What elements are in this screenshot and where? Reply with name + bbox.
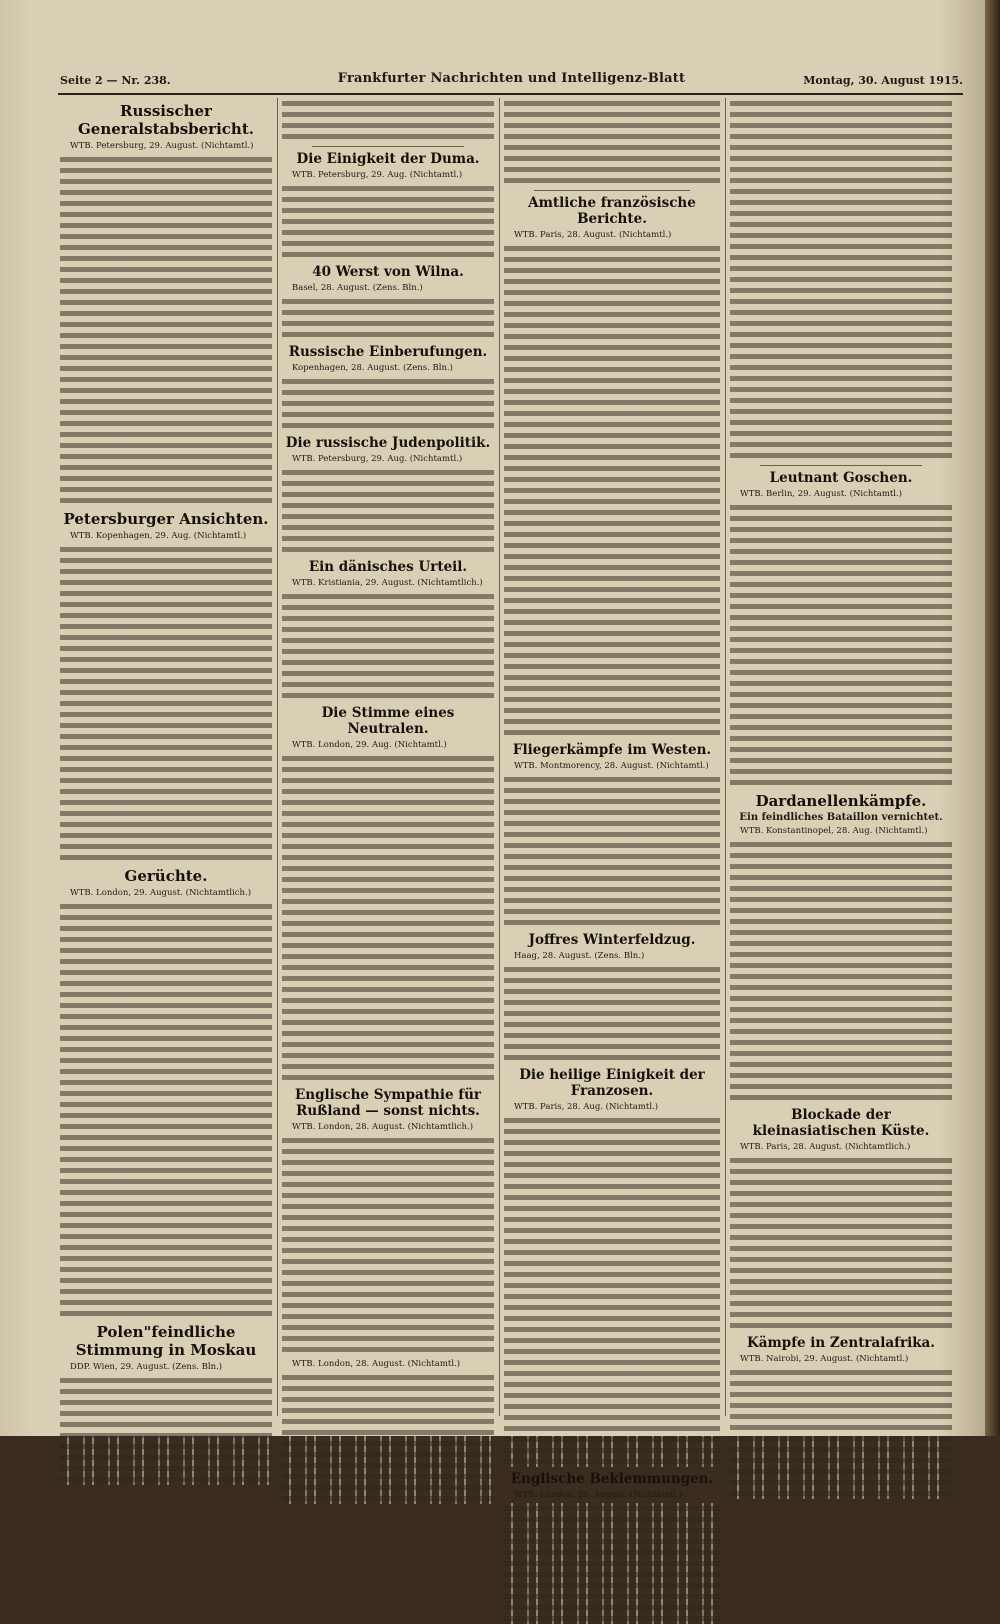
article-body xyxy=(504,964,720,1063)
article-dateline: Kopenhagen, 28. August. (Zens. Bln.) xyxy=(292,363,453,373)
article-body xyxy=(282,98,494,142)
article-title: Kämpfe in Zentralafrika. xyxy=(746,1335,936,1351)
article-title: 40 Werst von Wilna. xyxy=(312,264,464,280)
article-dateline: DDP. Wien, 29. August. (Zens. Bln.) xyxy=(70,1362,223,1372)
article-body xyxy=(504,98,720,186)
article-body xyxy=(282,376,494,431)
article-dateline: WTB. London, 28. August. (Nichtamtl.) xyxy=(292,1359,461,1369)
article xyxy=(60,1323,272,1485)
article-title: Die heilige Einigkeit der Franzosen. xyxy=(519,1067,705,1099)
article-body xyxy=(730,1155,952,1331)
article-title: Amtliche französische Berichte. xyxy=(528,195,696,227)
column-2 xyxy=(282,98,494,1424)
article-body xyxy=(730,1367,952,1499)
article xyxy=(504,932,720,1063)
column-1 xyxy=(60,98,272,1424)
article-body xyxy=(730,502,952,788)
article-title: Die Stimme eines Neutralen. xyxy=(321,705,455,737)
article-dateline: WTB. Montmorency, 28. August. (Nichtamtl.) xyxy=(514,761,709,771)
column-4 xyxy=(730,98,952,1424)
article xyxy=(60,102,272,506)
article-dateline: WTB. Nairobi, 29. August. (Nichtamtl.) xyxy=(740,1354,909,1364)
masthead xyxy=(60,70,963,92)
article-separator xyxy=(312,146,464,147)
article-title: Russischer Generalstabsbericht. xyxy=(78,102,254,138)
article xyxy=(60,510,272,863)
article-dateline: WTB. Berlin, 29. August. (Nichtamtl.) xyxy=(740,489,903,499)
article xyxy=(730,1107,952,1331)
masthead-rule xyxy=(58,93,963,95)
article-body xyxy=(282,183,494,260)
article-title: Leutnant Goschen. xyxy=(769,470,913,486)
article-title: Englische Sympathie für Rußland — sonst nichts. xyxy=(295,1087,481,1119)
article-separator xyxy=(534,190,690,191)
article xyxy=(282,705,494,1083)
article xyxy=(504,1067,720,1467)
article-body xyxy=(730,98,952,461)
column-divider xyxy=(725,98,726,1416)
article-body xyxy=(504,774,720,928)
article-body xyxy=(730,839,952,1103)
article-subtitle: Ein feindliches Bataillon vernichtet. xyxy=(739,812,943,823)
article xyxy=(730,792,952,1103)
article-dateline: WTB. Paris, 28. August. (Nichtamtlich.) xyxy=(740,1142,911,1152)
article-dateline: WTB. Petersburg, 29. Aug. (Nichtamtl.) xyxy=(292,170,463,180)
article-dateline: WTB. London, 29. August. (Nichtamtl.) xyxy=(514,1490,683,1500)
article-body xyxy=(60,901,272,1319)
article-dateline: WTB. Petersburg, 29. Aug. (Nichtamtl.) xyxy=(292,454,463,464)
article-dateline: WTB. Konstantinopel, 28. Aug. (Nichtamtl.) xyxy=(740,826,928,836)
article-title: Die Einigkeit der Duma. xyxy=(296,151,480,167)
article xyxy=(504,1471,720,1624)
article-dateline: WTB. London, 29. August. (Nichtamtlich.) xyxy=(70,888,252,898)
article-body xyxy=(282,296,494,340)
article-dateline: WTB. Paris, 28. Aug. (Nichtamtl.) xyxy=(514,1102,659,1112)
article-body xyxy=(60,154,272,506)
article-body xyxy=(504,1503,720,1624)
article-title: Joffres Winterfeldzug. xyxy=(528,932,696,948)
article-dateline: WTB. Kristiania, 29. August. (Nichtamtlich.) xyxy=(292,578,483,588)
article-title: Englische Beklemmungen. xyxy=(510,1471,714,1487)
article xyxy=(282,151,494,260)
article-dateline: WTB. Paris, 28. August. (Nichtamtl.) xyxy=(514,230,672,240)
article xyxy=(282,264,494,340)
article xyxy=(730,470,952,788)
article xyxy=(282,1087,494,1355)
article-dateline: WTB. Kopenhagen, 29. Aug. (Nichtamtl.) xyxy=(70,531,247,541)
article-title: Gerüchte. xyxy=(124,867,208,885)
article xyxy=(504,195,720,738)
article xyxy=(282,1359,494,1504)
article-title: Fliegerkämpfe im Westen. xyxy=(512,742,712,758)
article xyxy=(282,559,494,701)
article-title: Dardanellenkämpfe. xyxy=(755,792,927,810)
article-body xyxy=(504,243,720,738)
column-3 xyxy=(504,98,720,1500)
article-title: Russische Einberufungen. xyxy=(288,344,488,360)
issue-date: Montag, 30. August 1915. xyxy=(803,74,963,87)
article-dateline: Basel, 28. August. (Zens. Bln.) xyxy=(292,283,423,293)
article-dateline: WTB. London, 28. August. (Nichtamtlich.) xyxy=(292,1122,474,1132)
article-body xyxy=(60,544,272,863)
article-body xyxy=(282,1135,494,1355)
article-title: Die russische Judenpolitik. xyxy=(285,435,491,451)
article-body xyxy=(282,1372,494,1504)
article-body xyxy=(504,1115,720,1467)
column-divider xyxy=(499,98,500,1416)
article-title: Petersburger Ansichten. xyxy=(63,510,269,528)
article-title: Ein dänisches Urteil. xyxy=(308,559,468,575)
article-dateline: WTB. London, 29. Aug. (Nichtamtl.) xyxy=(292,740,447,750)
article-separator xyxy=(760,465,922,466)
article-dateline: Haag, 28. August. (Zens. Bln.) xyxy=(514,951,645,961)
paper-title: Frankfurter Nachrichten und Intelligenz-Blatt xyxy=(337,71,686,86)
article xyxy=(504,742,720,928)
article-dateline: WTB. Petersburg, 29. August. (Nichtamtl.) xyxy=(70,141,254,151)
page-label: Seite 2 — Nr. 238. xyxy=(60,74,171,87)
article xyxy=(282,435,494,555)
article-body xyxy=(282,591,494,701)
article-body xyxy=(282,753,494,1083)
article-title: Blockade der kleinasiatischen Küste. xyxy=(752,1107,930,1139)
column-divider xyxy=(277,98,278,1416)
book-binding-edge xyxy=(985,0,1000,1436)
article-body xyxy=(60,1375,272,1485)
article xyxy=(730,1335,952,1499)
article xyxy=(60,867,272,1319)
article-title: Polen"feindliche Stimmung in Moskau xyxy=(75,1323,257,1359)
article-body xyxy=(282,467,494,555)
article xyxy=(282,344,494,431)
